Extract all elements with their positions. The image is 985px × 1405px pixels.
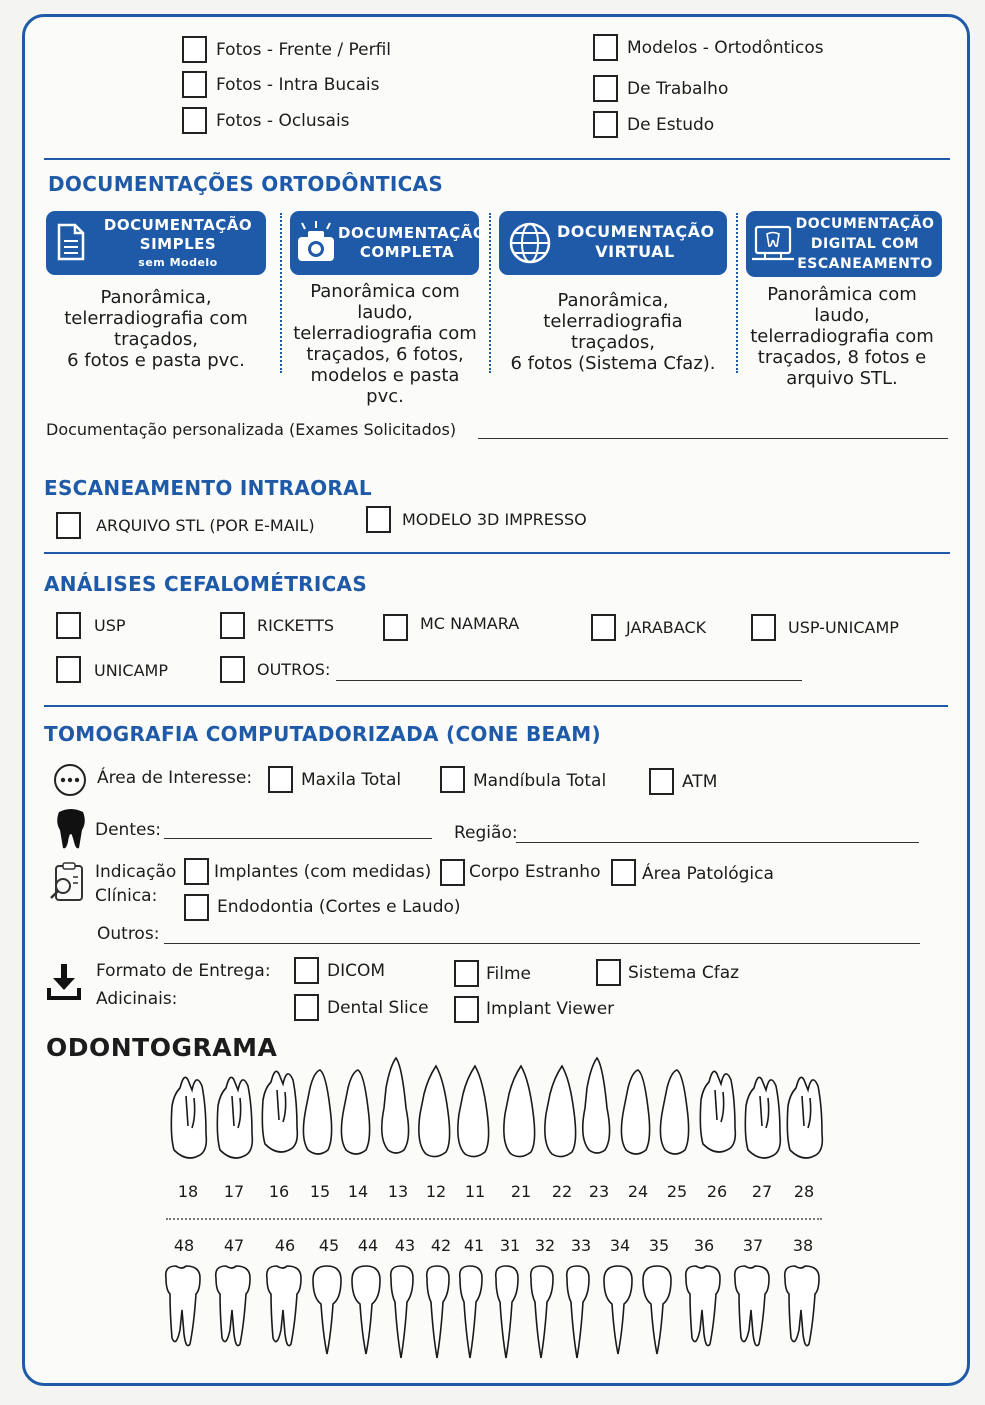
tooth-31-icon[interactable] <box>490 1264 530 1360</box>
checkbox-ricketts[interactable] <box>220 612 245 639</box>
label-outros-cefalo: OUTROS: <box>257 660 331 679</box>
checkbox-usp[interactable] <box>56 612 81 639</box>
tooth-37-icon[interactable] <box>733 1264 773 1350</box>
formato-label-1: Formato de Entrega: <box>96 961 271 981</box>
label-maxila-total: Maxila Total <box>301 770 402 790</box>
checkbox-implantes[interactable] <box>184 858 209 885</box>
tooth-number-22: 22 <box>551 1182 573 1201</box>
tooth-number-11: 11 <box>464 1182 486 1201</box>
checkbox-de-estudo[interactable] <box>593 111 618 138</box>
checkbox-arquivo-stl[interactable] <box>56 512 81 539</box>
tooth-number-43: 43 <box>394 1236 416 1255</box>
tooth-icon <box>55 808 87 850</box>
scanner-icon <box>752 225 794 263</box>
formato-label-2: Adicinais: <box>96 989 178 1009</box>
tooth-36-icon[interactable] <box>684 1264 724 1350</box>
tooth-number-33: 33 <box>570 1236 592 1255</box>
tooth-number-45: 45 <box>318 1236 340 1255</box>
indicacao-label-1: Indicação <box>95 862 177 882</box>
regiao-label: Região: <box>454 823 518 843</box>
tooth-number-17: 17 <box>223 1182 245 1201</box>
label-area-patologica: Área Patológica <box>642 864 774 884</box>
clipboard-search-icon <box>48 862 86 904</box>
doc-card-title: DOCUMENTAÇÃO SIMPLES <box>103 216 253 253</box>
label-modelo-3d: MODELO 3D IMPRESSO <box>402 510 587 529</box>
checkbox-dicom[interactable] <box>294 957 319 984</box>
tooth-25-icon[interactable] <box>657 1068 697 1160</box>
divider <box>44 158 950 160</box>
tooth-33-icon[interactable] <box>561 1264 601 1360</box>
tooth-38-icon[interactable] <box>783 1264 823 1350</box>
doc-card-virtual[interactable] <box>499 211 727 275</box>
checkbox-area-patologica[interactable] <box>611 859 636 886</box>
tooth-number-13: 13 <box>387 1182 409 1201</box>
label-modelos-ortodonticos: Modelos - Ortodônticos <box>627 38 824 58</box>
checkbox-usp-unicamp[interactable] <box>751 614 776 641</box>
divider <box>44 552 950 554</box>
outros-tomo-input[interactable] <box>164 943 920 944</box>
label-mc-namara: MC NAMARA <box>420 614 520 633</box>
tooth-number-25: 25 <box>666 1182 688 1201</box>
label-arquivo-stl: ARQUIVO STL (POR E-MAIL) <box>96 516 315 535</box>
label-dental-slice: Dental Slice <box>327 998 429 1018</box>
label-fotos-intra-bucais: Fotos - Intra Bucais <box>216 75 380 95</box>
tooth-number-35: 35 <box>648 1236 670 1255</box>
tooth-26-icon[interactable] <box>697 1070 737 1160</box>
arch-divider <box>166 1218 822 1220</box>
checkbox-fotos-frente-perfil[interactable] <box>182 36 207 63</box>
doc-card-description: Panorâmica, telerradiografia com traçados, 6 fotos e pasta pvc. <box>64 287 248 371</box>
tooth-32-icon[interactable] <box>525 1264 565 1360</box>
doc-card-description: Panorâmica, telerradiografia traçados, 6 fotos (Sistema Cfaz). <box>510 290 716 374</box>
tooth-number-47: 47 <box>223 1236 245 1255</box>
label-corpo-estranho: Corpo Estranho <box>469 862 601 882</box>
label-usp: USP <box>94 616 126 635</box>
checkbox-fotos-oclusais[interactable] <box>182 107 207 134</box>
tooth-number-37: 37 <box>742 1236 764 1255</box>
label-usp-unicamp: USP-UNICAMP <box>788 618 899 637</box>
checkbox-de-trabalho[interactable] <box>593 75 618 102</box>
tooth-47-icon[interactable] <box>214 1264 254 1350</box>
tooth-28-icon[interactable] <box>784 1076 824 1160</box>
checkbox-modelos-ortodonticos[interactable] <box>593 34 618 61</box>
tooth-21-icon[interactable] <box>501 1064 541 1160</box>
tooth-44-icon[interactable] <box>348 1264 388 1356</box>
label-ricketts: RICKETTS <box>257 616 335 635</box>
dotted-separator <box>489 213 491 373</box>
tooth-number-27: 27 <box>751 1182 773 1201</box>
section-title-tomo: TOMOGRAFIA COMPUTADORIZADA (CONE BEAM) <box>44 722 601 746</box>
indicacao-label-2: Clínica: <box>95 886 158 906</box>
tooth-number-23: 23 <box>588 1182 610 1201</box>
tooth-13-icon[interactable] <box>378 1056 418 1160</box>
area-interesse-label: Área de Interesse: <box>97 768 253 788</box>
odontograma-title: ODONTOGRAMA <box>46 1033 278 1062</box>
checkbox-corpo-estranho[interactable] <box>440 859 465 886</box>
tooth-35-icon[interactable] <box>639 1264 679 1356</box>
tooth-46-icon[interactable] <box>265 1264 305 1350</box>
section-title-scan: ESCANEAMENTO INTRAORAL <box>44 476 372 500</box>
tooth-number-44: 44 <box>357 1236 379 1255</box>
label-dicom: DICOM <box>327 961 386 981</box>
divider <box>44 705 948 707</box>
label-de-estudo: De Estudo <box>627 115 715 135</box>
dentes-label: Dentes: <box>95 820 162 840</box>
label-implant-viewer: Implant Viewer <box>486 999 615 1019</box>
section-title-doc-orto: DOCUMENTAÇÕES ORTODÔNTICAS <box>48 172 444 196</box>
tooth-24-icon[interactable] <box>618 1068 658 1160</box>
section-title-cefalo: ANÁLISES CEFALOMÉTRICAS <box>44 572 368 596</box>
tooth-number-14: 14 <box>347 1182 369 1201</box>
label-mandibula-total: Mandíbula Total <box>473 771 607 791</box>
doc-card-title: DOCUMENTAÇÃO DIGITAL COM ESCANEAMENTO <box>795 216 935 272</box>
checkbox-mc-namara[interactable] <box>383 614 408 641</box>
tooth-number-28: 28 <box>793 1182 815 1201</box>
tooth-number-38: 38 <box>792 1236 814 1255</box>
tooth-number-18: 18 <box>177 1182 199 1201</box>
camera-icon <box>296 221 336 263</box>
checkbox-jaraback[interactable] <box>591 614 616 641</box>
tooth-number-48: 48 <box>173 1236 195 1255</box>
tooth-number-46: 46 <box>274 1236 296 1255</box>
tooth-15-icon[interactable] <box>300 1068 340 1160</box>
label-de-trabalho: De Trabalho <box>627 79 729 99</box>
tooth-number-24: 24 <box>627 1182 649 1201</box>
globe-icon <box>509 222 551 264</box>
doc-card-simples[interactable] <box>46 211 266 275</box>
checkbox-implant-viewer[interactable] <box>454 996 479 1023</box>
label-filme: Filme <box>486 964 532 984</box>
more-dots-icon <box>53 763 87 797</box>
custom-doc-input[interactable] <box>478 438 948 439</box>
label-endodontia: Endodontia (Cortes e Laudo) <box>217 897 461 917</box>
doc-card-title: DOCUMENTAÇÃO VIRTUAL <box>557 222 715 261</box>
doc-card-completa[interactable] <box>290 211 487 275</box>
tooth-number-41: 41 <box>463 1236 485 1255</box>
doc-card-description: Panorâmica com laudo, telerradiografia com traçados, 6 fotos, modelos e pasta pvc. <box>293 281 477 407</box>
checkbox-maxila-total[interactable] <box>268 766 293 793</box>
checkbox-outros-cefalo[interactable] <box>220 656 245 683</box>
label-unicamp: UNICAMP <box>94 661 168 680</box>
tooth-41-icon[interactable] <box>454 1264 494 1360</box>
label-fotos-oclusais: Fotos - Oclusais <box>216 111 350 131</box>
tooth-14-icon[interactable] <box>338 1068 378 1160</box>
checkbox-modelo-3d[interactable] <box>366 506 391 533</box>
tooth-number-15: 15 <box>309 1182 331 1201</box>
checkbox-sistema-cfaz[interactable] <box>596 959 621 986</box>
checkbox-mandibula-total[interactable] <box>440 766 465 793</box>
doc-card-subtitle: sem Modelo <box>138 256 218 269</box>
tooth-34-icon[interactable] <box>600 1264 640 1356</box>
label-sistema-cfaz: Sistema Cfaz <box>628 963 740 983</box>
outros-tomo-label: Outros: <box>97 924 160 944</box>
doc-card-title: DOCUMENTAÇÃO COMPLETA <box>338 224 487 261</box>
tooth-22-icon[interactable] <box>542 1064 582 1160</box>
checkbox-endodontia[interactable] <box>184 894 209 921</box>
tooth-number-16: 16 <box>268 1182 290 1201</box>
tooth-number-12: 12 <box>425 1182 447 1201</box>
tooth-48-icon[interactable] <box>164 1264 204 1350</box>
label-atm: ATM <box>682 772 718 792</box>
tooth-17-icon[interactable] <box>214 1076 254 1160</box>
custom-doc-label: Documentação personalizada (Exames Solicitados) <box>46 420 457 439</box>
tooth-45-icon[interactable] <box>309 1264 349 1356</box>
tooth-number-42: 42 <box>430 1236 452 1255</box>
tooth-12-icon[interactable] <box>416 1064 456 1160</box>
checkbox-dental-slice[interactable] <box>294 994 319 1021</box>
tooth-number-21: 21 <box>510 1182 532 1201</box>
tooth-number-36: 36 <box>693 1236 715 1255</box>
checkbox-fotos-intra-bucais[interactable] <box>182 71 207 98</box>
dentes-input[interactable] <box>164 838 432 839</box>
tooth-27-icon[interactable] <box>742 1076 782 1160</box>
tooth-number-32: 32 <box>534 1236 556 1255</box>
checkbox-unicamp[interactable] <box>56 656 81 683</box>
dotted-separator <box>736 213 738 373</box>
regiao-input[interactable] <box>516 842 919 843</box>
label-fotos-frente-perfil: Fotos - Frente / Perfil <box>216 40 392 60</box>
tooth-23-icon[interactable] <box>579 1056 619 1160</box>
tooth-number-31: 31 <box>499 1236 521 1255</box>
download-icon <box>46 962 82 1002</box>
tooth-43-icon[interactable] <box>385 1264 425 1360</box>
tooth-11-icon[interactable] <box>455 1064 495 1160</box>
tooth-number-26: 26 <box>706 1182 728 1201</box>
dotted-separator <box>280 213 282 373</box>
checkbox-filme[interactable] <box>454 960 479 987</box>
outros-cefalo-input[interactable] <box>336 680 802 681</box>
tooth-16-icon[interactable] <box>259 1070 299 1160</box>
label-jaraback: JARABACK <box>626 618 707 637</box>
tooth-number-34: 34 <box>609 1236 631 1255</box>
doc-card-digital-escaneamento[interactable] <box>746 211 942 277</box>
doc-card-description: Panorâmica com laudo, telerradiografia com traçados, 8 fotos e arquivo STL. <box>750 284 934 389</box>
document-icon <box>56 223 86 261</box>
checkbox-atm[interactable] <box>649 768 674 795</box>
label-implantes: Implantes (com medidas) <box>214 862 432 882</box>
tooth-18-icon[interactable] <box>168 1076 208 1160</box>
